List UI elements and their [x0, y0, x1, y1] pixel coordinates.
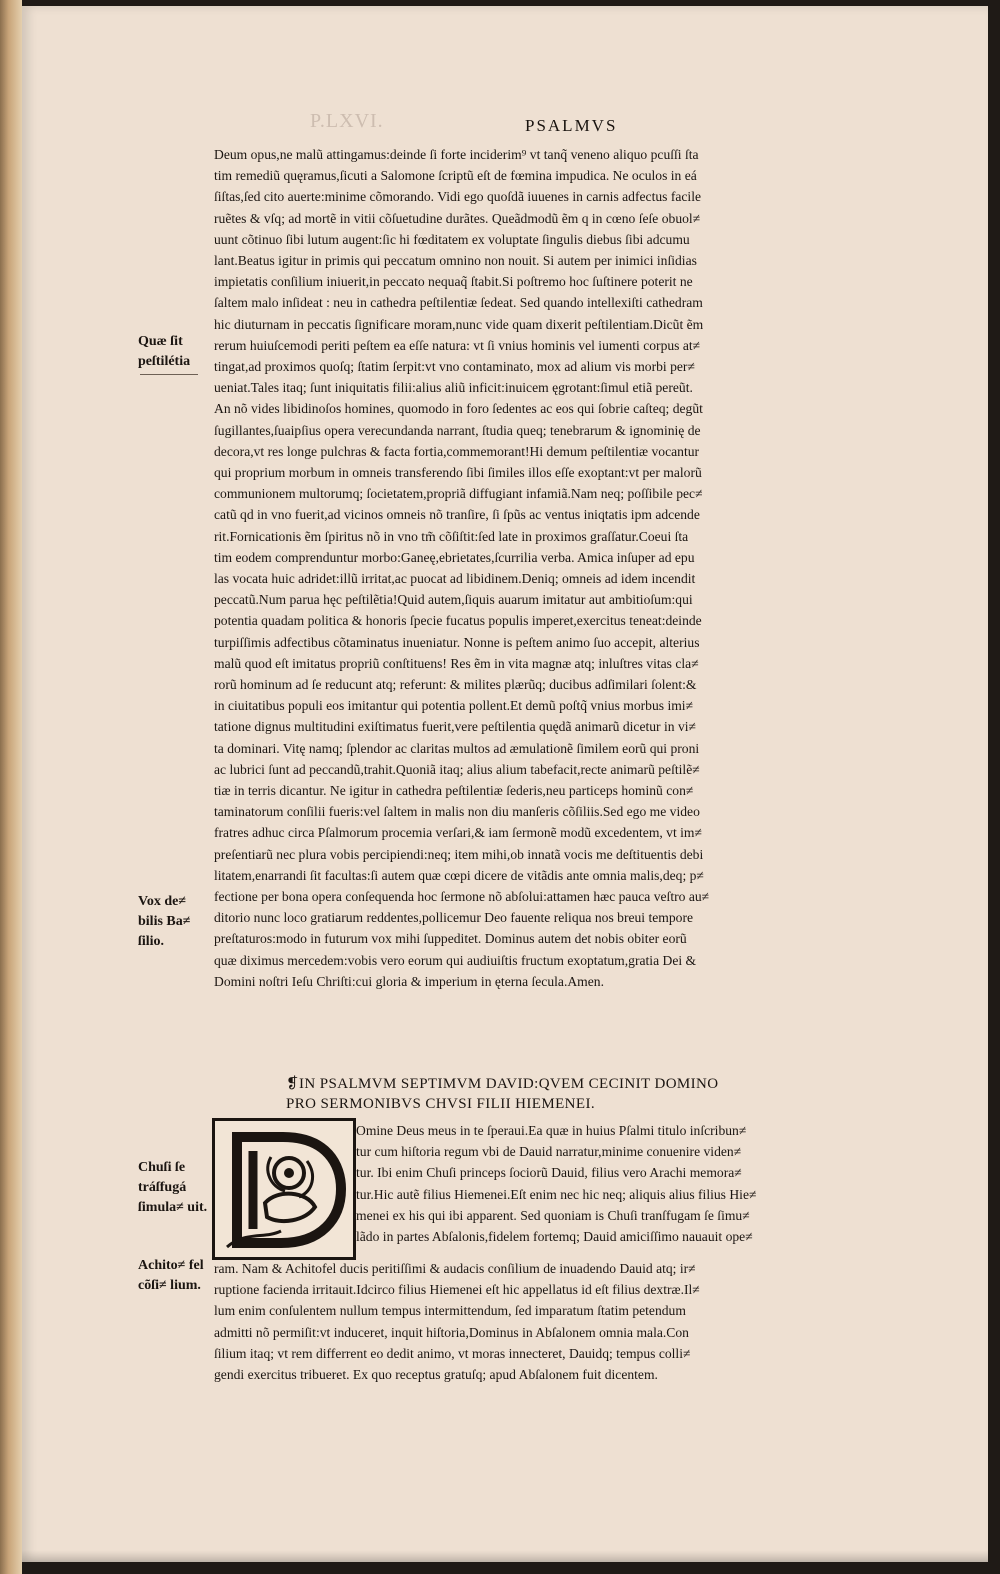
text-line: decora,vt res longe pulchras & facta fortia,commemorant!Hi demum peſtilentiæ vocantur [214, 443, 700, 459]
text-line: tim eodem comprenduntur morbo:Ganeę,ebrietates,ſcurrilia verba. Amica inſuper ad epu [214, 549, 695, 565]
text-line: An nõ vides libidinoſos homines, quomodo in foro ſedentes ac eos qui ſobrie caſteq; degũt [214, 401, 703, 417]
text-line: lum enim conſulentem nullum tempus intermittendum, ſed imparatum ſtatim petendum [214, 1303, 686, 1319]
text-line: rit.Fornicationis ẽm ſpiritus nõ in vno tm̃ cõſiſtit:ſed late in proximos graſſatur.Coeui ſta [214, 528, 689, 544]
margin-rule [140, 374, 198, 375]
text-line: rorũ hominum ad ſe reducunt atq; referunt: & milites plærũq; ducibus adſimilari ſolent:& [214, 677, 697, 692]
text-line: preſentiarũ nec plura vobis percipiendi:neq; item mihi,ob innatã vocis me deſtituentis debi [214, 846, 704, 862]
text-line: quæ diximus mercedem:vobis vero eorum qui audiuiſtis fructum exoptatum,gratia Dei & [214, 952, 697, 968]
text-line: fectione per bona opera conſequenda hoc ſermone nõ abſolui:attamen hæc pauca veſtro au≠ [214, 889, 710, 904]
text-line: ta dominari. Vitę namq; ſplendor ac claritas multos ad æmulationẽ ſimilem eorũ qui proni [214, 740, 700, 756]
margin-note-text: Quæ ſit peſtilétia [138, 334, 191, 369]
text-line: ſugillantes,ſuaipſius opera verecundanda narrant, ſtudia queq; tenebrarum & ignominię de [214, 422, 701, 438]
text-line: menei ex his qui ibi apparent. Sed quoniam is Chuſi tranſfugam ſe ſimu≠ [356, 1207, 750, 1223]
drop-capital-d [212, 1118, 356, 1260]
margin-note-text: Achito≠ fel cõſi≠ lium. [138, 1258, 204, 1293]
text-line: communionem multorumq; ſocietatem,propriã diffugiant infamiã.Nam neq; poſſibile pec≠ [214, 486, 703, 502]
text-line: tur cum hiſtoria regum vbi de Dauid narratur,minime conuenire viden≠ [356, 1144, 742, 1160]
text-line: ditorio nunc loco gratiarum reddentes,pollicemur Deo fauente reliqua nos breui tempore [214, 910, 694, 926]
text-line: las vocata huic adridet:illũ irritat,ac puocat ad libidinem.Deniq; omneis ad idem incendit [214, 571, 696, 586]
ornament-icon [215, 1121, 353, 1257]
text-line: lãdo in partes Abſalonis,fidelem fortemq; Dauid amiciſſimo nauauit ope≠ [356, 1229, 753, 1244]
show-through-text: P.LXVI. [310, 110, 384, 132]
text-line: rerum huiuſcemodi periti peſtem ea eſſe natura: vt ſi vnius hominis vel iumenti corpus at≠ [214, 337, 701, 353]
text-line: ſilium itaq; vt rem differrent eo dedit animo, vt moras innecteret, Dauidq; tempus colli≠ [214, 1345, 691, 1361]
text-line: in ciuitatibus populi eos imitantur qui potentia pollent.Et demũ poſtq̃ vnius morbus imi≠ [214, 698, 694, 714]
text-line: turpiſſimis adfectibus cõtaminatus inueniatur. Nonne is peſtem animo ſuo accepit, alterius [214, 634, 700, 650]
text-line: Domini noſtri Ieſu Chriſti:cui gloria & imperium in ęterna ſecula.Amen. [214, 973, 604, 989]
margin-note-pestilentia [138, 332, 213, 372]
text-line: malũ quod eſt imitatus propriũ conſtituens! Res ẽm in vita magnæ atq; inluſtres vitas cla≠ [214, 655, 699, 671]
margin-note-vox [138, 892, 213, 952]
psalm-rubric-line-1: ❡IN PSALMVM SEPTIMVM DAVID:QVEM CECINIT DOMINO [286, 1076, 719, 1092]
margin-note-chusi [138, 1158, 213, 1218]
text-line: Deum opus,ne malũ attingamus:deinde ſi forte inciderim⁹ vt tanq̃ veneno aliquo pcuſſi ſta [214, 147, 699, 162]
text-line: Omine Deus meus in te ſperaui.Ea quæ in huius Pſalmi titulo inſcribun≠ [356, 1123, 747, 1138]
text-line: tingat,ad proximos quoſq; ſtatim ſerpit:vt vno contaminato, mox ad alium vis morbi per≠ [214, 359, 695, 374]
text-line: admitti nõ permiſit:vt induceret, inquit hiſtoria,Dominus in Abſalonem omnia mala.Con [214, 1324, 689, 1340]
running-title: PSALMVS [525, 116, 618, 135]
text-line: tur. Ibi enim Chuſi princeps ſociorũ Dauid, filius vero Arachi memora≠ [356, 1165, 742, 1181]
text-line: hic diuturnam in peccatis ſignificare moram,nunc vide quam dixerit peſtilentiam.Dicũt ẽm [214, 316, 704, 332]
text-line: tatione dignus multitudini exiſtimatus fuerit,vere peſtilentia quędã animarũ dicetur in vi≠ [214, 719, 696, 735]
text-line: catũ qd in vno fuerit,ad vicinos omneis nõ tranſire, ſi ſpũs ac ventus iniqtatis ipm adcende [214, 507, 700, 523]
text-line: tiæ in terris dicantur. Ne igitur in cathedra peſtilentiæ ſederis,neu particeps hominũ con≠ [214, 783, 694, 798]
text-line: ruẽtes & vſq; ad mortẽ in vitii cõſuetudine durãtes. Queãdmodũ ẽm q in cœno ſeſe obuol≠ [214, 210, 701, 226]
margin-note-text: Chuſi ſe tráſfugá ſimula≠ uit. [138, 1160, 208, 1215]
text-line: impietatis conſilium iniuerit,in peccato nequaq̃ ſtabit.Si poſtremo hoc ſuſtinere poterit ne [214, 274, 693, 290]
text-line: ac lubrici ſunt ad peccandũ,trahit.Quoniã itaq; alius alium tabefacit,recte animarũ peſtilẽ≠ [214, 761, 700, 777]
book-edge [0, 0, 22, 1574]
text-line: fratres adhuc circa Pſalmorum procemia verſari,& iam ſermonẽ modũ excedentem, vt im≠ [214, 825, 702, 841]
text-line: peccatũ.Num parua hęc peſtilẽtia!Quid autem,ſiquis auarum imitatur aut ambitioſum:qui [214, 592, 693, 608]
text-line: litatem,enarrandi ſit facultas:ſi autem quæ cœpi dicere de vitãdis ante omnia malis,deq; p≠ [214, 867, 704, 883]
psalm-rubric-line-2: PRO SERMONIBVS CHVSI FILII HIEMENEI. [286, 1096, 595, 1112]
text-line: uunt cõtinuo ſibi lutum augent:ſic hi fœditatem ex voluptate ſingulis diebus ſibi adcumu [214, 231, 690, 247]
text-line: lant.Beatus igitur in primis qui peccatum omnino non nouit. Si autem per inimici inſidias [214, 253, 697, 268]
margin-note-text: Vox de≠ bilis Ba≠ ſilio. [138, 894, 191, 949]
text-line: potentia quadam politica & honoris ſpecie fucatus populis imperet,exercitus teneat:deinde [214, 613, 702, 629]
text-line: qui proprium morbum in omneis transferendo ſibi ſimiles illos eſſe exoptant:vt per malorũ [214, 465, 702, 480]
text-line: ſaltem malo inſideat : neu in cathedra peſtilentiæ ſedeat. Sed quando intellexiſti cathedram [214, 295, 703, 311]
margin-note-achitofel [138, 1256, 213, 1296]
text-line: ram. Nam & Achitofel ducis peritiſſimi & audacis conſilium de inuadendo Dauid atq; ir≠ [214, 1261, 696, 1276]
text-line: taminatorum conſilii fueris:vel ſaltem in malis non diu manſeris cõſiliis.Sed ego me video [214, 804, 700, 820]
page-shadow [22, 1550, 988, 1562]
text-line: ueniat.Tales itaq; ſunt iniquitatis filii:alius aliũ inficit:inuicem ęgrotant:ſimul etiã pereũt. [214, 380, 693, 396]
text-line: preſtaturos:modo in futurum vox mihi ſuppeditet. Dominus autem det nobis obiter eorũ [214, 931, 687, 947]
text-line: ſiſtas,ſed cito auerte:minime cõmorando. Vidi ego quoſdã iuuenes in carnis adfectus facile [214, 189, 702, 205]
text-line: ruptione facienda irritauit.Idcirco filius Hiemenei eſt hic appellatus id eſt filius dextræ.Il≠ [214, 1282, 700, 1298]
text-line: gendi exercitus tribueret. Ex quo receptus gratuſq; apud Abſalonem fuit dicentem. [214, 1367, 658, 1382]
text-line: tim remediũ quęramus,ſicuti a Salomone ſcriptũ eſt de fœmina impudica. Ne oculos in eá [214, 168, 697, 184]
text-line: tur.Hic autẽ filius Hiemenei.Eſt enim nec hic neq; aliquis alius filius Hie≠ [356, 1186, 757, 1202]
